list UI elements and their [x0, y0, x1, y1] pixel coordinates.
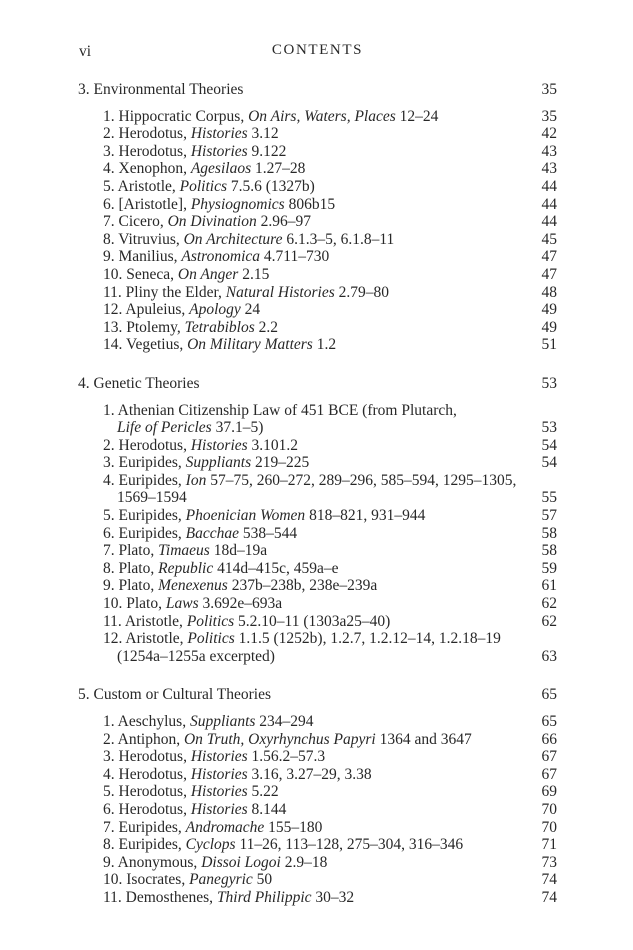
entry-segment: Histories [190, 142, 248, 160]
entry-text [103, 108, 438, 126]
entry-segment: 12. Aristotle, [103, 630, 188, 648]
entry-segment: Histories [190, 748, 248, 766]
entry-line [78, 560, 557, 578]
entry-line [78, 284, 557, 302]
entry-line [78, 231, 557, 249]
toc-entry [78, 713, 557, 731]
entry-segment: 18d–19a [209, 542, 268, 560]
entry-segment: 3.16, 3.27–29, 3.38 [247, 765, 372, 783]
entry-page-number: 55 [541, 489, 557, 507]
entry-text [103, 889, 354, 907]
entry-page-number: 47 [541, 248, 557, 266]
entry-text [103, 248, 329, 266]
entry-text [103, 871, 272, 889]
entry-line [78, 125, 557, 143]
entry-segment: 3.692e–693a [198, 595, 283, 613]
entry-line [78, 196, 557, 214]
entry-segment: 12. Apuleius, [103, 301, 190, 319]
section-heading [78, 686, 557, 704]
entry-page-number: 67 [541, 748, 557, 766]
entry-segment: 7. Plato, [103, 542, 159, 560]
entry-segment: 806b15 [284, 195, 336, 213]
entry-page-number: 62 [541, 595, 557, 613]
entry-segment: 3.12 [247, 125, 279, 143]
entry-page-number: 59 [541, 559, 557, 577]
entry-page-number: 74 [541, 871, 557, 889]
entry-text [117, 648, 275, 666]
entry-text [103, 319, 278, 337]
toc-entry [78, 437, 557, 455]
toc-entry [78, 560, 557, 578]
page-header [78, 42, 557, 60]
entry-line [78, 648, 557, 666]
toc-entry [78, 525, 557, 543]
entry-text [103, 472, 516, 490]
entry-page-number: 67 [541, 765, 557, 783]
entry-page-number: 42 [541, 125, 557, 143]
toc-entry [78, 595, 557, 613]
entry-segment: 13. Ptolemy, [103, 318, 185, 336]
entry-line [78, 819, 557, 837]
entry-segment: Histories [190, 783, 248, 801]
toc-entry [78, 577, 557, 595]
section-heading [78, 81, 557, 99]
entry-segment: 5. Herodotus, [103, 783, 191, 801]
entry-line [78, 577, 557, 595]
toc-entry [78, 731, 557, 749]
entry-page-number: 73 [541, 853, 557, 871]
entry-segment: 6. Euripides, [103, 524, 186, 542]
entry-segment: 7. Euripides, [103, 818, 186, 836]
entry-text [103, 178, 315, 196]
entry-page-number: 43 [541, 160, 557, 178]
entry-segment: 219–225 [251, 454, 310, 472]
toc-entry [78, 454, 557, 472]
entry-page-number: 48 [541, 283, 557, 301]
entry-text [103, 301, 260, 319]
entry-text [103, 525, 297, 543]
entry-segment: 6. Herodotus, [103, 800, 191, 818]
entry-segment: Histories [190, 800, 248, 818]
entry-segment: 6.1.3–5, 6.1.8–11 [282, 230, 395, 248]
toc-entry [78, 819, 557, 837]
entry-segment: 2.15 [238, 265, 270, 283]
section-heading [78, 375, 557, 393]
entry-page-number: 74 [541, 888, 557, 906]
toc-entry [78, 108, 557, 126]
entry-segment: 1569–1594 [117, 489, 187, 507]
entry-line [78, 731, 557, 749]
entry-text [103, 437, 298, 455]
toc-entry [78, 178, 557, 196]
entry-segment: 1.27–28 [251, 160, 306, 178]
entry-text [103, 766, 372, 784]
entry-page-number: 44 [541, 177, 557, 195]
entry-line [78, 854, 557, 872]
entry-segment: Cyclops [185, 836, 236, 854]
entry-page-number: 51 [541, 336, 557, 354]
entry-page-number: 69 [541, 783, 557, 801]
entry-line [78, 160, 557, 178]
page-folio: vi [79, 43, 92, 60]
entry-segment: 5. Aristotle, [103, 177, 180, 195]
entry-line [78, 889, 557, 907]
entry-text [103, 284, 389, 302]
entry-line [78, 143, 557, 161]
entry-segment: 414d–415c, 459a–e [213, 559, 339, 577]
toc-entry [78, 748, 557, 766]
contents-header: CONTENTS [271, 42, 364, 58]
entry-segment: 5.22 [247, 783, 279, 801]
section-entries [78, 713, 557, 907]
entry-segment: Suppliants [189, 713, 256, 730]
entry-line [78, 713, 557, 731]
entry-segment: 3. Herodotus, [103, 142, 191, 160]
entry-line [78, 595, 557, 613]
entry-page-number: 54 [541, 436, 557, 454]
entry-segment: Physiognomics [190, 195, 285, 213]
entry-segment: Laws [165, 595, 199, 613]
entry-page-number: 47 [541, 265, 557, 283]
entry-segment: 8.144 [247, 800, 287, 818]
entry-line [78, 542, 557, 560]
entry-line [78, 525, 557, 543]
entry-segment: 11. Aristotle, [103, 612, 187, 630]
entry-page-number: 43 [541, 142, 557, 160]
toc-entry [78, 284, 557, 302]
entry-segment: 30–32 [311, 888, 355, 906]
entry-page-number: 62 [541, 612, 557, 630]
entry-segment: 57–75, 260–272, 289–296, 585–594, 1295–1305, [206, 471, 517, 489]
entry-line [78, 507, 557, 525]
entry-segment: 1. Athenian Citizenship Law of 451 BCE (from Plutarch, [103, 401, 457, 419]
entry-segment: Republic [158, 559, 214, 577]
toc-entry [78, 301, 557, 319]
entry-page-number: 35 [541, 107, 557, 125]
entry-text [103, 125, 279, 143]
entry-text [103, 196, 335, 214]
entry-segment: Panegyric [189, 871, 253, 889]
entry-segment: 2. Herodotus, [103, 125, 191, 143]
entry-segment: (1254a–1255a excerpted) [117, 647, 275, 665]
entry-segment: 1.1.5 (1252b), 1.2.7, 1.2.12–14, 1.2.18–19 [234, 630, 501, 648]
entry-line [78, 266, 557, 284]
entry-line [78, 836, 557, 854]
toc-entry [78, 854, 557, 872]
entry-line [78, 419, 557, 437]
entry-segment: 2.9–18 [280, 853, 328, 871]
entry-line [78, 178, 557, 196]
entry-segment: Phoenician Women [185, 507, 306, 525]
entry-segment: Natural Histories [225, 283, 335, 301]
entry-segment: 10. Isocrates, [103, 871, 190, 889]
entry-segment: 8. Euripides, [103, 836, 186, 854]
entry-segment: 237b–238b, 238e–239a [227, 577, 378, 595]
entry-line [78, 613, 557, 631]
entry-text [103, 266, 269, 284]
toc-entry [78, 507, 557, 525]
entry-segment: 5.2.10–11 (1303a25–40) [234, 612, 391, 630]
entry-segment: 37.1–5) [211, 419, 264, 437]
entry-segment: 3. Euripides, [103, 454, 186, 472]
toc-entry [78, 889, 557, 907]
entry-segment: 9. Anonymous, [103, 853, 202, 871]
section-title: 3. Environmental Theories [78, 81, 244, 98]
entry-text [103, 731, 472, 749]
entry-segment: 9.122 [247, 142, 287, 160]
entry-line [78, 248, 557, 266]
toc-entry [78, 336, 557, 354]
entry-page-number: 54 [541, 454, 557, 472]
entry-segment: 4.711–730 [260, 248, 330, 266]
entry-page-number: 58 [541, 524, 557, 542]
entry-segment: 14. Vegetius, [103, 336, 188, 354]
entry-line [78, 801, 557, 819]
entry-segment: 10. Plato, [103, 595, 166, 613]
entry-segment: 1.2 [312, 336, 337, 354]
entry-segment: 4. Herodotus, [103, 765, 191, 783]
entry-segment: Agesilaos [190, 160, 252, 178]
entry-segment: Histories [190, 436, 248, 454]
entry-text [103, 213, 311, 231]
entry-line [78, 336, 557, 354]
entry-text [103, 507, 425, 525]
entry-segment: 8. Plato, [103, 559, 159, 577]
entry-text [103, 801, 286, 819]
entry-segment: 3.101.2 [247, 436, 299, 454]
entry-segment: Apology [189, 301, 241, 319]
entry-text [103, 783, 279, 801]
entry-text [103, 713, 314, 731]
entry-segment: Andromache [185, 818, 265, 836]
entry-line [78, 871, 557, 889]
entry-segment: On Architecture [183, 230, 283, 248]
entry-line [78, 472, 557, 490]
entry-segment: 1.56.2–57.3 [247, 748, 326, 766]
entry-segment: 818–821, 931–944 [305, 507, 426, 525]
entry-line [78, 108, 557, 126]
entry-segment: 7. Cicero, [103, 213, 168, 231]
entry-segment: On Divination [167, 213, 257, 231]
entry-line [78, 766, 557, 784]
toc-entry [78, 766, 557, 784]
entry-segment: Politics [186, 612, 235, 630]
entry-segment: 155–180 [264, 818, 323, 836]
entry-segment: 12–24 [395, 107, 439, 125]
entry-segment: Third Philippic [216, 888, 312, 906]
section-title: 4. Genetic Theories [78, 374, 200, 392]
entry-text [117, 419, 263, 437]
entry-segment: Histories [190, 765, 248, 783]
section-entries [78, 402, 557, 666]
toc-entry [78, 871, 557, 889]
entry-text [103, 454, 309, 472]
entry-segment: Politics [187, 630, 235, 648]
toc-entry [78, 783, 557, 801]
entry-text [103, 613, 390, 631]
entry-segment: 1364 and 3647 [375, 730, 472, 748]
entry-segment: Life of Pericles [117, 419, 212, 437]
toc-entry [78, 472, 557, 507]
entry-segment: 2. Antiphon, [103, 730, 184, 748]
entry-text [103, 560, 338, 578]
section-page-number: 35 [541, 81, 557, 98]
entry-text [103, 819, 322, 837]
entry-segment: 2. Herodotus, [103, 436, 191, 454]
entry-segment: 4. Euripides, [103, 471, 186, 489]
toc-entry [78, 231, 557, 249]
entry-page-number: 66 [541, 730, 557, 748]
entry-segment: 1. Hippocratic Corpus, [103, 107, 249, 125]
entry-segment: 538–544 [239, 524, 298, 542]
entry-text [117, 489, 187, 507]
entry-segment: Ion [185, 471, 207, 489]
toc-entry [78, 248, 557, 266]
entry-line [78, 437, 557, 455]
entry-segment: 50 [252, 871, 273, 889]
toc-section [78, 375, 557, 666]
entry-segment: 2.79–80 [334, 283, 389, 301]
entry-text [103, 630, 501, 648]
entry-line [78, 783, 557, 801]
entry-text [103, 402, 457, 420]
entry-text [103, 595, 282, 613]
toc-entry [78, 630, 557, 665]
entry-segment: Astronomica [181, 248, 261, 266]
entry-segment: 234–294 [255, 713, 314, 730]
toc-entry [78, 402, 557, 437]
entry-segment: 2.96–97 [256, 213, 311, 231]
toc-sections [78, 81, 557, 907]
entry-text [103, 143, 286, 161]
entry-segment: 1. Aeschylus, [103, 713, 190, 730]
entry-text [103, 854, 327, 872]
entry-text [103, 336, 336, 354]
entry-page-number: 44 [541, 195, 557, 213]
entry-segment: Tetrabiblos [184, 318, 255, 336]
entry-segment: Politics [179, 177, 227, 195]
entry-text [103, 160, 305, 178]
entry-page-number: 70 [541, 800, 557, 818]
toc-entry [78, 143, 557, 161]
entry-page-number: 53 [541, 419, 557, 437]
entry-segment: 11–26, 113–128, 275–304, 316–346 [235, 836, 464, 854]
entry-text [103, 542, 267, 560]
toc-entry [78, 266, 557, 284]
entry-text [103, 231, 394, 249]
entry-segment: 6. [Aristotle], [103, 195, 191, 213]
entry-text [103, 748, 325, 766]
entry-segment: 11. Demosthenes, [103, 888, 217, 906]
entry-segment: On Airs, Waters, Places [248, 107, 396, 125]
entry-segment: Timaeus [158, 542, 210, 560]
toc-entry [78, 613, 557, 631]
toc-entry [78, 213, 557, 231]
section-entries [78, 108, 557, 354]
toc-entry [78, 160, 557, 178]
entry-segment: 24 [240, 301, 261, 319]
entry-page-number: 44 [541, 213, 557, 231]
entry-page-number: 49 [541, 301, 557, 319]
toc-entry [78, 836, 557, 854]
entry-line [78, 748, 557, 766]
entry-segment: 4. Xenophon, [103, 160, 191, 178]
entry-segment: On Truth, Oxyrhynchus Papyri [183, 730, 376, 748]
entry-text [103, 577, 377, 595]
entry-page-number: 45 [541, 230, 557, 248]
entry-line [78, 630, 557, 648]
entry-segment: 7.5.6 (1327b) [227, 177, 315, 195]
entry-line [78, 213, 557, 231]
section-page-number: 53 [541, 374, 557, 392]
toc-section [78, 686, 557, 906]
entry-line [78, 489, 557, 507]
entry-segment: 2.2 [254, 318, 278, 336]
section-page-number: 65 [541, 686, 557, 704]
entry-page-number: 70 [541, 818, 557, 836]
toc-entry [78, 319, 557, 337]
entry-segment: 5. Euripides, [103, 507, 186, 525]
toc-entry [78, 196, 557, 214]
entry-segment: Suppliants [185, 454, 252, 472]
toc-entry [78, 801, 557, 819]
entry-page-number: 65 [541, 713, 557, 730]
entry-segment: Menexenus [158, 577, 228, 595]
toc-entry [78, 125, 557, 143]
entry-page-number: 63 [541, 647, 557, 665]
entry-segment: 8. Vitruvius, [103, 230, 184, 248]
entry-page-number: 71 [541, 836, 557, 854]
entry-line [78, 454, 557, 472]
entry-text [103, 836, 463, 854]
entry-line [78, 319, 557, 337]
toc-section [78, 81, 557, 354]
entry-segment: 9. Plato, [103, 577, 159, 595]
entry-segment: 11. Pliny the Elder, [103, 283, 226, 301]
entry-segment: On Military Matters [187, 336, 313, 354]
toc-entry [78, 542, 557, 560]
section-title: 5. Custom or Cultural Theories [78, 686, 272, 704]
entry-segment: 9. Manilius, [103, 248, 182, 266]
entry-line [78, 301, 557, 319]
entry-segment: On Anger [177, 265, 239, 283]
entry-page-number: 57 [541, 507, 557, 525]
entry-line [78, 402, 557, 420]
entry-segment: 10. Seneca, [103, 265, 178, 283]
entry-page-number: 58 [541, 542, 557, 560]
entry-segment: Bacchae [185, 524, 240, 542]
entry-segment: Histories [190, 125, 248, 143]
entry-segment: 3. Herodotus, [103, 748, 191, 766]
entry-page-number: 49 [541, 318, 557, 336]
entry-page-number: 61 [541, 577, 557, 595]
entry-segment: Dissoi Logoi [201, 853, 281, 871]
